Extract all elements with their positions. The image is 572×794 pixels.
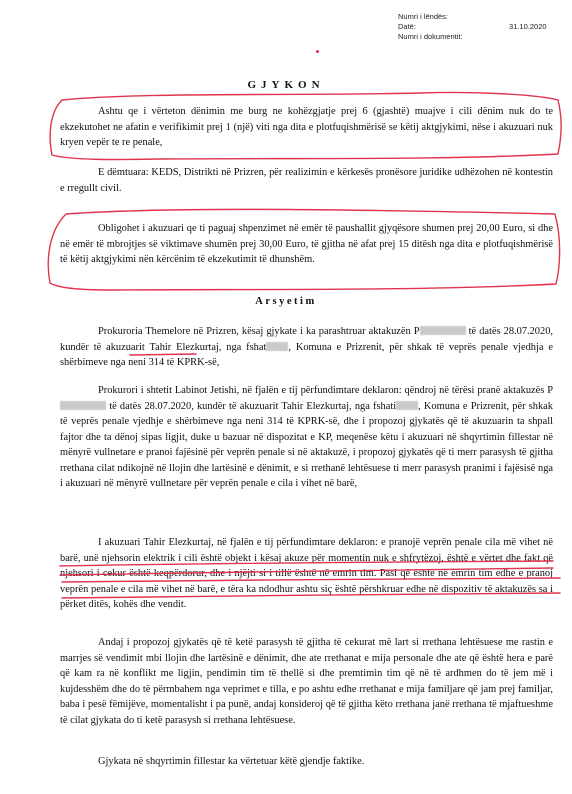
paragraph-prosecutor — [60, 383, 553, 492]
indictment-text-a: Prokuroria Themelore në Prizren, kësaj gjykate i ka parashtruar aktakuzën P — [98, 326, 420, 337]
paragraph-indictment — [60, 324, 553, 371]
prosecutor-text-a: Prokurori i shtetit Labinot Jetishi, në fjalën e tij përfundimtare deklaron: qëndroj në tërësi pranë aktakuzës P — [98, 385, 553, 396]
redaction-mark — [396, 401, 418, 410]
prosecutor-text-c: , Komuna e Prizrenit, për shkak të veprës penale vjedhje e shërbimeve nga neni 314 të KPRK-së, dhe i propozoj gjykatës që të akuzuarin ta shpall fajtor dhe ta dënoj sipas ligjit, duke u bazuar në dispozitat e KP, meqenëse këtu i akuzuari në shqyrtimin fillestar në mënyrë vullnetare e pranoi fajësinë për veprën penale si në aktakuzë, i propozoj gjykatës që ti merr parasysh të gjitha rrethana cilat ndikojnë në llojin dhe lartësinë e dënimit, e si rrethanë lehtësuese ti merr parasysh pranimi i fajësisë nga i akuzuari në mënyrë vullnetare për veprën penale e cila i vihet në barë, — [60, 400, 553, 489]
indictment-text-b: të datës 28.07.2020, kundër të akuzuarit Tahir Elezkurtaj, nga fshat — [60, 326, 553, 353]
date-value: 31.10.2020 — [509, 22, 547, 31]
case-number-label: Numri i lëndës: — [398, 12, 449, 21]
document-number-label: Numri i dokumentit: — [398, 32, 463, 41]
paragraph-injured-party: E dëmtuara: KEDS, Distrikti në Prizren, për realizimin e kërkesës pronësore juridike udhëzohen në kontestin e rregullt civil. — [60, 167, 553, 194]
paragraph-court-finding: Gjykata në shqyrtimin fillestar ka vërtetuar këtë gjendje faktike. — [98, 756, 365, 767]
paragraph-mitigation: Andaj i propozoj gjykatës që të ketë parasysh të gjitha të cekurat më lart si rrethana lehtësuese me rastin e marrjes së vendimit mbi llojin dhe lartësinë e dënimit, dhe ate rrethanat e mija personale dhe ate që është hera e parë që kam ra në konflikt me ligjin, pendimin tim të thellë si dhe premtimin tim që në të ardhmen do të jem më i kujdesshëm dhe do të përmbahem nga veprimet e tilla, e po ashtu edhe rrethanat e mija familjare që jam prej familjar, baba i pesë fëmijëve, momentalisht i pa punë, andaj konsideroj që të gjitha këto rrethana janë rrethana të mjaftueshme të cilat gjykata do ti ketë parasysh si rrethana lehtësuese. — [60, 637, 553, 726]
paragraph-defendant-statement: I akuzuari Tahir Elezkurtaj, në fjalën e tij përfundimtare deklaron: e pranojë veprën penale cila më vihet në barë, unë njehsorin elektrik i cili është objekt i kësaj akuze për momentin nuk e shfrytëzoj, është e vërtet dhe fakt që njehsori i cekur është keqpërdorur, dhe i njëjti si i tillë është në emrin tim. Pasi që është në emrin tim edhe e pranoj veprën penale e cila më vihet në barë, e tëra ka ndodhur ashtu siç është përshkruar edhe në dispozitiv të aktakuzës sa i përket ditës, kohës dhe vendit. — [60, 537, 553, 610]
section-title-reasoning: Arsyetim — [255, 296, 317, 307]
prosecutor-text-b: të datës 28.07.2020, kundër të akuzuarit Tahir Elezkurtaj, nga fshati — [109, 400, 397, 412]
redaction-mark — [60, 401, 106, 410]
redaction-mark — [420, 326, 466, 335]
paragraph-sentence: Ashtu qe i vërteton dënimin me burg ne kohëzgjatje prej 6 (gjashtë) muajve i cili dënim nuk do te ekzekutohet ne afatin e verifikimit prej 1 (një) viti nga dita e plotfuqishmërisë se këtij aktgjykimi, nëse i akuzuari nuk kryen vepër te re penale, — [60, 106, 553, 148]
verdict-title: GJYKON — [247, 79, 325, 91]
red-dot-mark — [316, 50, 319, 53]
paragraph-costs: Obligohet i akuzuari qe ti paguaj shpenzimet në emër të paushallit gjyqësore shumen prej 20,00 Euro, si dhe në emër të mbrojtjes së viktimave shumën prej 30,00 Euro, të gjitha në afat prej 15 ditësh nga dita e plotfuqishmërisë të këtij aktgjykimi nën kërcënim të ekzekutimit të dhunshëm. — [60, 223, 553, 265]
redaction-mark — [266, 342, 288, 351]
indictment-text-c: , Komuna e Prizrenit, për shkak të veprës penale vjedhja e shërbimeve nga neni 314 të KPRK-së, — [60, 341, 553, 368]
date-label: Datë: — [398, 22, 416, 31]
